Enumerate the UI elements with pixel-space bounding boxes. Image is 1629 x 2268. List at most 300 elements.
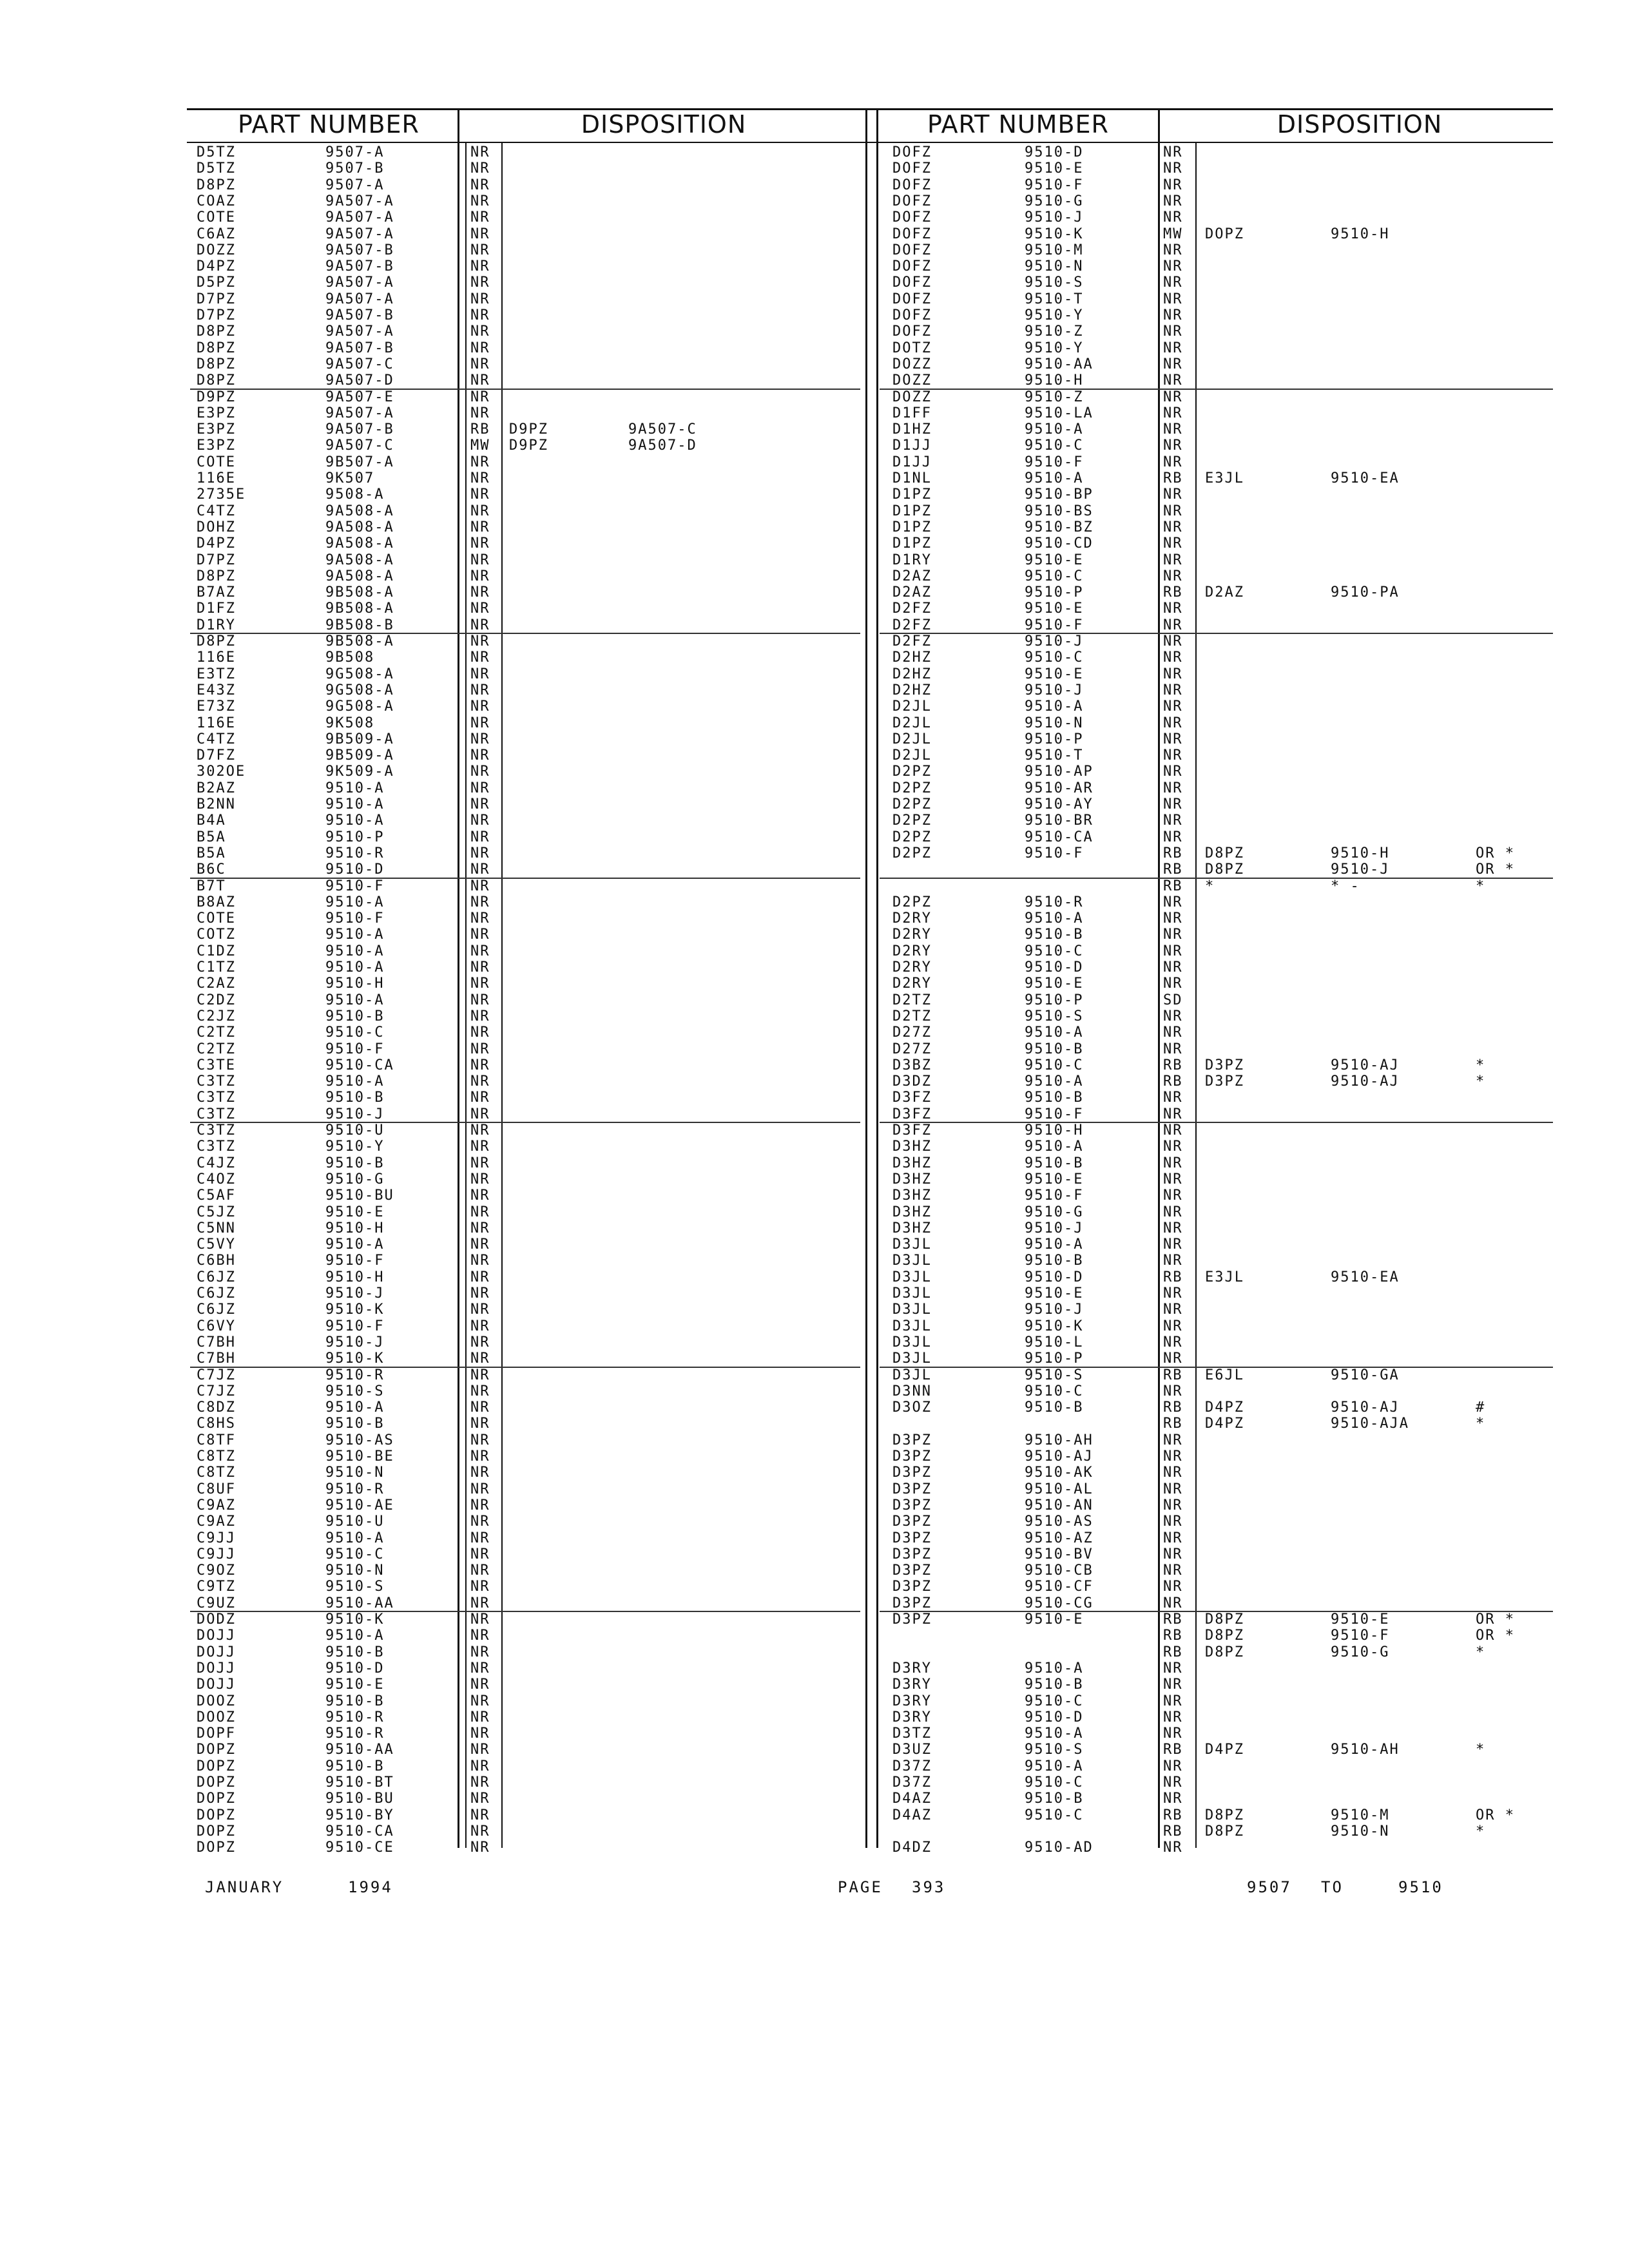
part-base: 9510-F bbox=[325, 910, 385, 927]
disposition-code: NR bbox=[1163, 1302, 1183, 1318]
part-base: 9510-A bbox=[325, 927, 385, 943]
part-prefix: D3TZ bbox=[892, 1725, 932, 1742]
disposition-code: RB bbox=[1163, 878, 1183, 894]
part-prefix: C5AF bbox=[197, 1187, 236, 1204]
part-base: 9510-H bbox=[1025, 1122, 1084, 1139]
part-base: 9510-J bbox=[1025, 209, 1084, 226]
table-row bbox=[0, 927, 1629, 943]
table-row bbox=[0, 1416, 1629, 1432]
part-prefix: D1PZ bbox=[892, 535, 932, 552]
disposition-code: NR bbox=[470, 617, 490, 633]
disposition-code: NR bbox=[1163, 1595, 1183, 1611]
table-row bbox=[0, 682, 1629, 698]
footer-date-year: 1994 bbox=[348, 1878, 393, 1896]
disposition-code: NR bbox=[1163, 193, 1183, 209]
part-base: 9510-D bbox=[1025, 144, 1084, 160]
table-row bbox=[0, 323, 1629, 340]
table-row bbox=[0, 649, 1629, 666]
part-base: 9510-A bbox=[1025, 421, 1084, 438]
part-prefix: 302OE bbox=[197, 764, 246, 780]
table-row bbox=[0, 291, 1629, 307]
part-base: 9510-G bbox=[1025, 193, 1084, 209]
part-prefix: B2AZ bbox=[197, 780, 236, 796]
table-row bbox=[0, 1399, 1629, 1416]
disposition-code: NR bbox=[1163, 910, 1183, 927]
part-prefix: D8PZ bbox=[197, 633, 236, 649]
part-base: 9B507-A bbox=[325, 454, 394, 470]
part-base: 9510-E bbox=[1025, 666, 1084, 682]
part-base: 9510-U bbox=[325, 1122, 385, 1139]
part-prefix: 116E bbox=[197, 470, 236, 486]
part-prefix: D2HZ bbox=[892, 666, 932, 682]
disposition-code: MW bbox=[1163, 226, 1183, 242]
disposition-code: NR bbox=[1163, 927, 1183, 943]
disposition-code: NR bbox=[470, 1204, 490, 1220]
part-base: 9A507-B bbox=[325, 242, 394, 258]
disposition-code: NR bbox=[470, 242, 490, 258]
replacement-prefix: E6JL bbox=[1205, 1367, 1244, 1383]
part-base: 9510-C bbox=[1025, 1774, 1084, 1791]
table-row bbox=[0, 1497, 1629, 1514]
part-base: 9510-J bbox=[325, 1285, 385, 1302]
part-base: 9510-E bbox=[1025, 601, 1084, 617]
part-prefix: C4TZ bbox=[197, 503, 236, 519]
disposition-code: NR bbox=[1163, 1725, 1183, 1742]
disposition-code: MW bbox=[470, 437, 490, 454]
replacement-prefix: D4PZ bbox=[1205, 1399, 1244, 1416]
disposition-code: NR bbox=[1163, 1677, 1183, 1693]
table-row bbox=[0, 633, 1629, 649]
part-prefix: B6C bbox=[197, 861, 226, 878]
part-base: 9510-B bbox=[325, 1693, 385, 1709]
part-base: 9A507-A bbox=[325, 209, 394, 226]
note: * bbox=[1476, 1073, 1486, 1090]
disposition-code: NR bbox=[1163, 780, 1183, 796]
part-prefix: D1PZ bbox=[892, 486, 932, 503]
disposition-code: NR bbox=[470, 486, 490, 503]
part-base: 9510-BE bbox=[325, 1448, 394, 1465]
part-prefix: C9JJ bbox=[197, 1546, 236, 1562]
part-base: 9510-A bbox=[325, 812, 385, 829]
part-base: 9510-S bbox=[1025, 1008, 1084, 1024]
replacement-base: 9510-AJ bbox=[1331, 1073, 1400, 1090]
part-base: 9510-BR bbox=[1025, 812, 1094, 829]
part-base: 9510-AE bbox=[325, 1497, 394, 1514]
table-row bbox=[0, 1709, 1629, 1725]
part-prefix: D3JL bbox=[892, 1318, 932, 1334]
table-row bbox=[0, 1562, 1629, 1579]
part-prefix: D2PZ bbox=[892, 845, 932, 861]
table-row bbox=[0, 454, 1629, 470]
part-base: 9510-BP bbox=[1025, 486, 1094, 503]
disposition-code: NR bbox=[1163, 1774, 1183, 1791]
part-prefix: D1NL bbox=[892, 470, 932, 486]
disposition-code: NR bbox=[1163, 633, 1183, 649]
part-prefix: D3BZ bbox=[892, 1057, 932, 1073]
part-prefix: C9JJ bbox=[197, 1530, 236, 1546]
disposition-code: NR bbox=[470, 747, 490, 764]
disposition-code: NR bbox=[1163, 1041, 1183, 1057]
replacement-base: 9510-AJ bbox=[1331, 1399, 1400, 1416]
table-row bbox=[0, 1171, 1629, 1187]
disposition-code: NR bbox=[1163, 437, 1183, 454]
part-base: 9510-BY bbox=[325, 1807, 394, 1823]
table-row bbox=[0, 1791, 1629, 1807]
footer-date-month: JANUARY bbox=[205, 1878, 284, 1896]
part-base: 9510-S bbox=[325, 1383, 385, 1399]
part-prefix: D2RY bbox=[892, 943, 932, 959]
part-base: 9B508 bbox=[325, 649, 375, 666]
part-base: 9510-E bbox=[1025, 1171, 1084, 1187]
part-base: 9510-C bbox=[325, 1546, 385, 1562]
table-row bbox=[0, 959, 1629, 975]
part-base: 9G508-A bbox=[325, 666, 394, 682]
part-prefix: D3HZ bbox=[892, 1187, 932, 1204]
footer-range-to: 9510 bbox=[1398, 1878, 1443, 1896]
table-row bbox=[0, 812, 1629, 829]
disposition-code: NR bbox=[1163, 177, 1183, 193]
table-row bbox=[0, 177, 1629, 193]
part-base: 9A507-B bbox=[325, 258, 394, 275]
note: OR * bbox=[1476, 1628, 1515, 1644]
part-base: 9510-U bbox=[325, 1514, 385, 1530]
part-prefix: C6VY bbox=[197, 1318, 236, 1334]
part-prefix: D2RY bbox=[892, 975, 932, 992]
part-base: 9510-AA bbox=[1025, 356, 1094, 372]
replacement-prefix: D3PZ bbox=[1205, 1057, 1244, 1073]
table-row bbox=[0, 503, 1629, 519]
disposition-code: NR bbox=[470, 812, 490, 829]
table-row bbox=[0, 1725, 1629, 1742]
part-base: 9A507-D bbox=[325, 372, 394, 389]
part-base: 9510-P bbox=[1025, 1350, 1084, 1367]
part-base: 9510-S bbox=[1025, 1742, 1084, 1758]
table-row bbox=[0, 1106, 1629, 1122]
table-row bbox=[0, 764, 1629, 780]
part-base: 9510-F bbox=[325, 1318, 385, 1334]
disposition-code: NR bbox=[1163, 389, 1183, 405]
part-prefix: D2JL bbox=[892, 747, 932, 764]
part-prefix: D3JL bbox=[892, 1367, 932, 1383]
part-prefix: DOFZ bbox=[892, 209, 932, 226]
part-base: 9A507-A bbox=[325, 274, 394, 291]
part-prefix: D3JL bbox=[892, 1285, 932, 1302]
part-prefix: D1RY bbox=[197, 617, 236, 633]
part-prefix: D3FZ bbox=[892, 1090, 932, 1106]
part-prefix: D2FZ bbox=[892, 601, 932, 617]
part-base: 9510-B bbox=[325, 1090, 385, 1106]
replacement-prefix: D4PZ bbox=[1205, 1416, 1244, 1432]
table-row bbox=[0, 910, 1629, 927]
replacement-base: 9510-F bbox=[1331, 1628, 1390, 1644]
table-row bbox=[0, 1350, 1629, 1367]
part-prefix: D3PZ bbox=[892, 1514, 932, 1530]
part-prefix: D2AZ bbox=[892, 584, 932, 601]
table-row bbox=[0, 829, 1629, 845]
disposition-code: NR bbox=[1163, 1840, 1183, 1856]
disposition-code: NR bbox=[1163, 1514, 1183, 1530]
table-row bbox=[0, 1269, 1629, 1285]
part-prefix: DODZ bbox=[197, 1611, 236, 1628]
part-base: 9510-P bbox=[1025, 731, 1084, 747]
table-row bbox=[0, 1742, 1629, 1758]
part-prefix: C9OZ bbox=[197, 1562, 236, 1579]
part-prefix: D3RY bbox=[892, 1693, 932, 1709]
table-row bbox=[0, 1481, 1629, 1497]
part-base: 9A507-A bbox=[325, 193, 394, 209]
part-base: 9510-BT bbox=[325, 1774, 394, 1791]
part-base: 9510-S bbox=[1025, 1367, 1084, 1383]
table-row bbox=[0, 1383, 1629, 1399]
disposition-code: NR bbox=[470, 323, 490, 340]
disposition-code: NR bbox=[1163, 1579, 1183, 1595]
part-prefix: DOTZ bbox=[892, 340, 932, 356]
disposition-code: NR bbox=[470, 226, 490, 242]
part-base: 9510-A bbox=[1025, 470, 1084, 486]
part-prefix: B5A bbox=[197, 845, 226, 861]
part-base: 9510-M bbox=[1025, 242, 1084, 258]
disposition-code: NR bbox=[1163, 144, 1183, 160]
part-base: 9510-A bbox=[325, 1628, 385, 1644]
disposition-code: NR bbox=[470, 1791, 490, 1807]
table-row bbox=[0, 1774, 1629, 1791]
table-row bbox=[0, 470, 1629, 486]
table-row bbox=[0, 1677, 1629, 1693]
part-base: 9510-AA bbox=[325, 1595, 394, 1611]
disposition-code: NR bbox=[470, 1693, 490, 1709]
part-base: 9510-LA bbox=[1025, 405, 1094, 421]
disposition-code: RB bbox=[1163, 1628, 1183, 1644]
part-prefix: D3PZ bbox=[892, 1595, 932, 1611]
table-row bbox=[0, 1008, 1629, 1024]
part-prefix: DOPZ bbox=[197, 1774, 236, 1791]
part-prefix: D3NN bbox=[892, 1383, 932, 1399]
part-prefix: D3PZ bbox=[892, 1530, 932, 1546]
table-row bbox=[0, 209, 1629, 226]
table-row bbox=[0, 1448, 1629, 1465]
disposition-code: RB bbox=[1163, 1269, 1183, 1285]
disposition-code: NR bbox=[470, 1269, 490, 1285]
disposition-code: NR bbox=[1163, 747, 1183, 764]
disposition-code: NR bbox=[1163, 1497, 1183, 1514]
disposition-code: NR bbox=[1163, 975, 1183, 992]
disposition-code: NR bbox=[1163, 1253, 1183, 1269]
part-prefix: D1JJ bbox=[892, 454, 932, 470]
disposition-code: NR bbox=[470, 1073, 490, 1090]
part-prefix: DOFZ bbox=[892, 307, 932, 323]
part-base: 9510-R bbox=[1025, 894, 1084, 910]
part-base: 9510-AH bbox=[1025, 1432, 1094, 1448]
disposition-code: RB bbox=[1163, 1807, 1183, 1823]
table-row bbox=[0, 1057, 1629, 1073]
disposition-code: NR bbox=[470, 1106, 490, 1122]
part-base: 9510-AN bbox=[1025, 1497, 1094, 1514]
disposition-code: NR bbox=[470, 601, 490, 617]
part-prefix: DOFZ bbox=[892, 177, 932, 193]
table-row bbox=[0, 1236, 1629, 1253]
part-prefix: D37Z bbox=[892, 1774, 932, 1791]
part-prefix: C3TZ bbox=[197, 1106, 236, 1122]
note: * bbox=[1476, 1416, 1486, 1432]
table-row bbox=[0, 1595, 1629, 1611]
part-base: 9A507-E bbox=[325, 389, 394, 405]
disposition-code: RB bbox=[1163, 584, 1183, 601]
part-prefix: DOJJ bbox=[197, 1644, 236, 1660]
left-disposition-header: DISPOSITION bbox=[581, 110, 747, 139]
part-prefix: D3PZ bbox=[892, 1432, 932, 1448]
part-prefix: C7BH bbox=[197, 1334, 236, 1350]
replacement-prefix: D8PZ bbox=[1205, 1611, 1244, 1628]
part-base: 9510-CG bbox=[1025, 1595, 1094, 1611]
table-row bbox=[0, 1514, 1629, 1530]
table-row bbox=[0, 1073, 1629, 1090]
part-prefix: D8PZ bbox=[197, 568, 236, 584]
note: # bbox=[1476, 1399, 1486, 1416]
disposition-code: NR bbox=[470, 535, 490, 552]
disposition-code: NR bbox=[470, 910, 490, 927]
disposition-code: NR bbox=[470, 340, 490, 356]
part-base: 9510-F bbox=[1025, 1106, 1084, 1122]
part-prefix: B7AZ bbox=[197, 584, 236, 601]
table-row bbox=[0, 552, 1629, 568]
table-row bbox=[0, 1204, 1629, 1220]
disposition-code: NR bbox=[1163, 731, 1183, 747]
disposition-code: NR bbox=[1163, 356, 1183, 372]
part-prefix: D7PZ bbox=[197, 291, 236, 307]
disposition-code: NR bbox=[470, 1285, 490, 1302]
part-prefix: C6JZ bbox=[197, 1302, 236, 1318]
part-prefix: C3TZ bbox=[197, 1122, 236, 1139]
part-prefix: D3HZ bbox=[892, 1171, 932, 1187]
table-row bbox=[0, 617, 1629, 633]
part-prefix: COAZ bbox=[197, 193, 236, 209]
table-row bbox=[0, 878, 1629, 894]
disposition-code: NR bbox=[470, 633, 490, 649]
part-prefix: D3FZ bbox=[892, 1122, 932, 1139]
part-prefix: C9AZ bbox=[197, 1497, 236, 1514]
part-prefix: C6BH bbox=[197, 1253, 236, 1269]
disposition-code: NR bbox=[470, 1367, 490, 1383]
table-row bbox=[0, 519, 1629, 535]
part-base: 9A507-B bbox=[325, 307, 394, 323]
table-row bbox=[0, 1579, 1629, 1595]
part-prefix: C2TZ bbox=[197, 1041, 236, 1057]
replacement-prefix: D8PZ bbox=[1205, 1644, 1244, 1660]
part-prefix: C5JZ bbox=[197, 1204, 236, 1220]
part-base: 9510-BZ bbox=[1025, 519, 1094, 535]
part-base: 9510-B bbox=[325, 1155, 385, 1171]
table-row bbox=[0, 845, 1629, 861]
part-prefix: DOFZ bbox=[892, 258, 932, 275]
part-prefix: C5NN bbox=[197, 1220, 236, 1236]
disposition-code: NR bbox=[470, 1840, 490, 1856]
part-base: 9510-A bbox=[325, 780, 385, 796]
part-prefix: D1PZ bbox=[892, 503, 932, 519]
table-row bbox=[0, 1758, 1629, 1774]
part-base: 9B508-B bbox=[325, 617, 394, 633]
table-row bbox=[0, 1660, 1629, 1677]
table-row bbox=[0, 372, 1629, 389]
part-base: 9510-B bbox=[1025, 927, 1084, 943]
part-prefix: D1PZ bbox=[892, 519, 932, 535]
part-prefix: C1TZ bbox=[197, 959, 236, 975]
disposition-code: NR bbox=[1163, 1432, 1183, 1448]
disposition-code: RB bbox=[1163, 1416, 1183, 1432]
table-row bbox=[0, 389, 1629, 405]
part-base: 9510-C bbox=[1025, 649, 1084, 666]
disposition-code: NR bbox=[470, 1448, 490, 1465]
part-prefix: DOJJ bbox=[197, 1628, 236, 1644]
disposition-code: NR bbox=[470, 454, 490, 470]
part-prefix: C1DZ bbox=[197, 943, 236, 959]
disposition-code: NR bbox=[470, 209, 490, 226]
disposition-code: SD bbox=[1163, 992, 1183, 1008]
disposition-code: NR bbox=[470, 1530, 490, 1546]
disposition-code: NR bbox=[470, 1481, 490, 1497]
replacement-base: 9A507-C bbox=[628, 421, 697, 438]
part-prefix: D8PZ bbox=[197, 372, 236, 389]
part-base: 9510-AL bbox=[1025, 1481, 1094, 1497]
table-row bbox=[0, 1155, 1629, 1171]
disposition-code: NR bbox=[470, 1432, 490, 1448]
disposition-code: NR bbox=[470, 568, 490, 584]
table-row bbox=[0, 1611, 1629, 1628]
part-base: 9510-F bbox=[1025, 454, 1084, 470]
part-prefix: D2HZ bbox=[892, 649, 932, 666]
table-row bbox=[0, 242, 1629, 258]
disposition-code: NR bbox=[470, 1416, 490, 1432]
part-base: 9510-B bbox=[325, 1416, 385, 1432]
note: OR * bbox=[1476, 861, 1515, 878]
disposition-code: NR bbox=[470, 356, 490, 372]
table-row bbox=[0, 861, 1629, 878]
part-prefix: C8DZ bbox=[197, 1399, 236, 1416]
part-base: 9A507-A bbox=[325, 323, 394, 340]
disposition-code: NR bbox=[470, 552, 490, 568]
part-prefix: D3HZ bbox=[892, 1139, 932, 1155]
note: OR * bbox=[1476, 1611, 1515, 1628]
disposition-code: NR bbox=[1163, 943, 1183, 959]
part-prefix: D3JL bbox=[892, 1269, 932, 1285]
right-part-number-header: PART NUMBER bbox=[927, 110, 1109, 139]
part-base: 9510-J bbox=[1025, 1302, 1084, 1318]
part-base: 9K509-A bbox=[325, 764, 394, 780]
disposition-code: NR bbox=[1163, 1758, 1183, 1774]
part-prefix: D5TZ bbox=[197, 144, 236, 160]
part-base: 9507-A bbox=[325, 144, 385, 160]
disposition-code: NR bbox=[470, 1562, 490, 1579]
part-base: 9510-T bbox=[1025, 747, 1084, 764]
part-prefix: E3TZ bbox=[197, 666, 236, 682]
part-base: 9510-C bbox=[1025, 1383, 1084, 1399]
disposition-code: NR bbox=[1163, 682, 1183, 698]
disposition-code: NR bbox=[470, 1660, 490, 1677]
disposition-code: NR bbox=[470, 1302, 490, 1318]
part-prefix: D5TZ bbox=[197, 160, 236, 177]
disposition-code: NR bbox=[1163, 829, 1183, 845]
table-row bbox=[0, 796, 1629, 812]
replacement-prefix: D8PZ bbox=[1205, 845, 1244, 861]
disposition-code: NR bbox=[1163, 1008, 1183, 1024]
part-base: 9510-J bbox=[325, 1334, 385, 1350]
table-row bbox=[0, 1367, 1629, 1383]
part-prefix: C4JZ bbox=[197, 1155, 236, 1171]
part-base: 9510-A bbox=[325, 1530, 385, 1546]
part-base: 9510-C bbox=[1025, 437, 1084, 454]
part-prefix: DOFZ bbox=[892, 226, 932, 242]
part-prefix: D3JL bbox=[892, 1253, 932, 1269]
part-prefix: D2TZ bbox=[892, 1008, 932, 1024]
